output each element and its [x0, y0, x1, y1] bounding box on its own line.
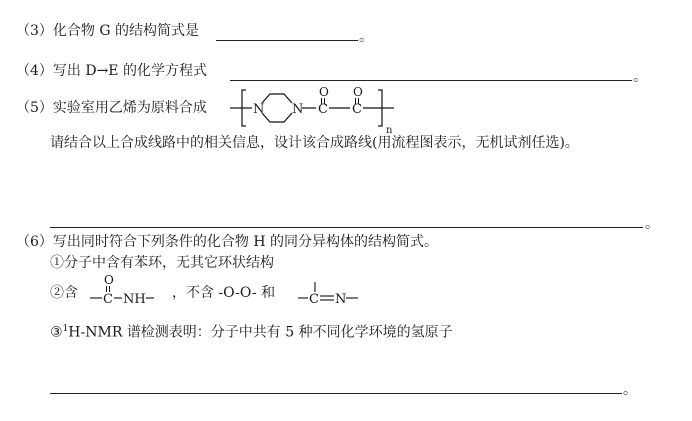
q3-text: （3）化合物 G 的结构简式是 [16, 23, 199, 39]
imine-n: N [335, 292, 347, 307]
q4-text: （4）写出 D→E 的化学方程式 [16, 63, 207, 79]
amide-group-structure [86, 272, 156, 316]
q6-condition-2-prefix: ②含 [50, 285, 78, 301]
carbonyl-c-1: C [318, 102, 328, 117]
q6-condition-3-text: H-NMR 谱检测表明：分子中共有 5 种不同化学环境的氢原子 [68, 324, 453, 341]
q6-condition-3-circle: ③ [50, 324, 63, 341]
q3-end-mark: 。 [359, 29, 373, 45]
q6-text: （6）写出同时符合下列条件的化合物 H 的同分异构体的结构简式。 [16, 234, 439, 250]
q6-condition-3 [50, 320, 453, 342]
amide-nh: NH [123, 292, 146, 307]
q5-end-mark: 。 [645, 216, 659, 232]
q4-answer-line[interactable] [230, 80, 632, 81]
amide-c: C [103, 292, 113, 307]
q4-end-mark: 。 [633, 69, 647, 85]
carbonyl-c-2: C [352, 102, 362, 117]
piperazine-ring-top [262, 94, 292, 103]
q6-condition-2-mid: ，不含 -O-O- 和 [172, 285, 276, 301]
imine-c: C [309, 292, 319, 307]
ring-n-left: N [253, 102, 265, 117]
ring-n-right: N [292, 102, 304, 117]
q5-text: （5）实验室用乙烯为原料合成 [16, 100, 207, 116]
imine-group-structure [296, 272, 366, 316]
q6-condition-3-superscript: 1 [62, 324, 69, 334]
q6-answer-line[interactable] [50, 393, 622, 394]
q6-end-mark: 。 [623, 382, 637, 398]
q5-answer-line[interactable] [50, 227, 643, 228]
q3-answer-line[interactable] [216, 40, 358, 41]
carbonyl-o-2: O [353, 85, 363, 99]
polymer-subscript-n: n [386, 125, 393, 136]
piperazine-ring-bottom [262, 113, 292, 122]
carbonyl-o-1: O [319, 85, 329, 99]
q6-condition-1: ①分子中含有苯环，无其它环状结构 [50, 255, 274, 271]
amide-o: O [104, 273, 114, 287]
polymer-structure [228, 86, 408, 136]
q5-instruction: 请结合以上合成线路中的相关信息，设计该合成路线(用流程图表示，无机试剂任选)。 [50, 135, 579, 151]
